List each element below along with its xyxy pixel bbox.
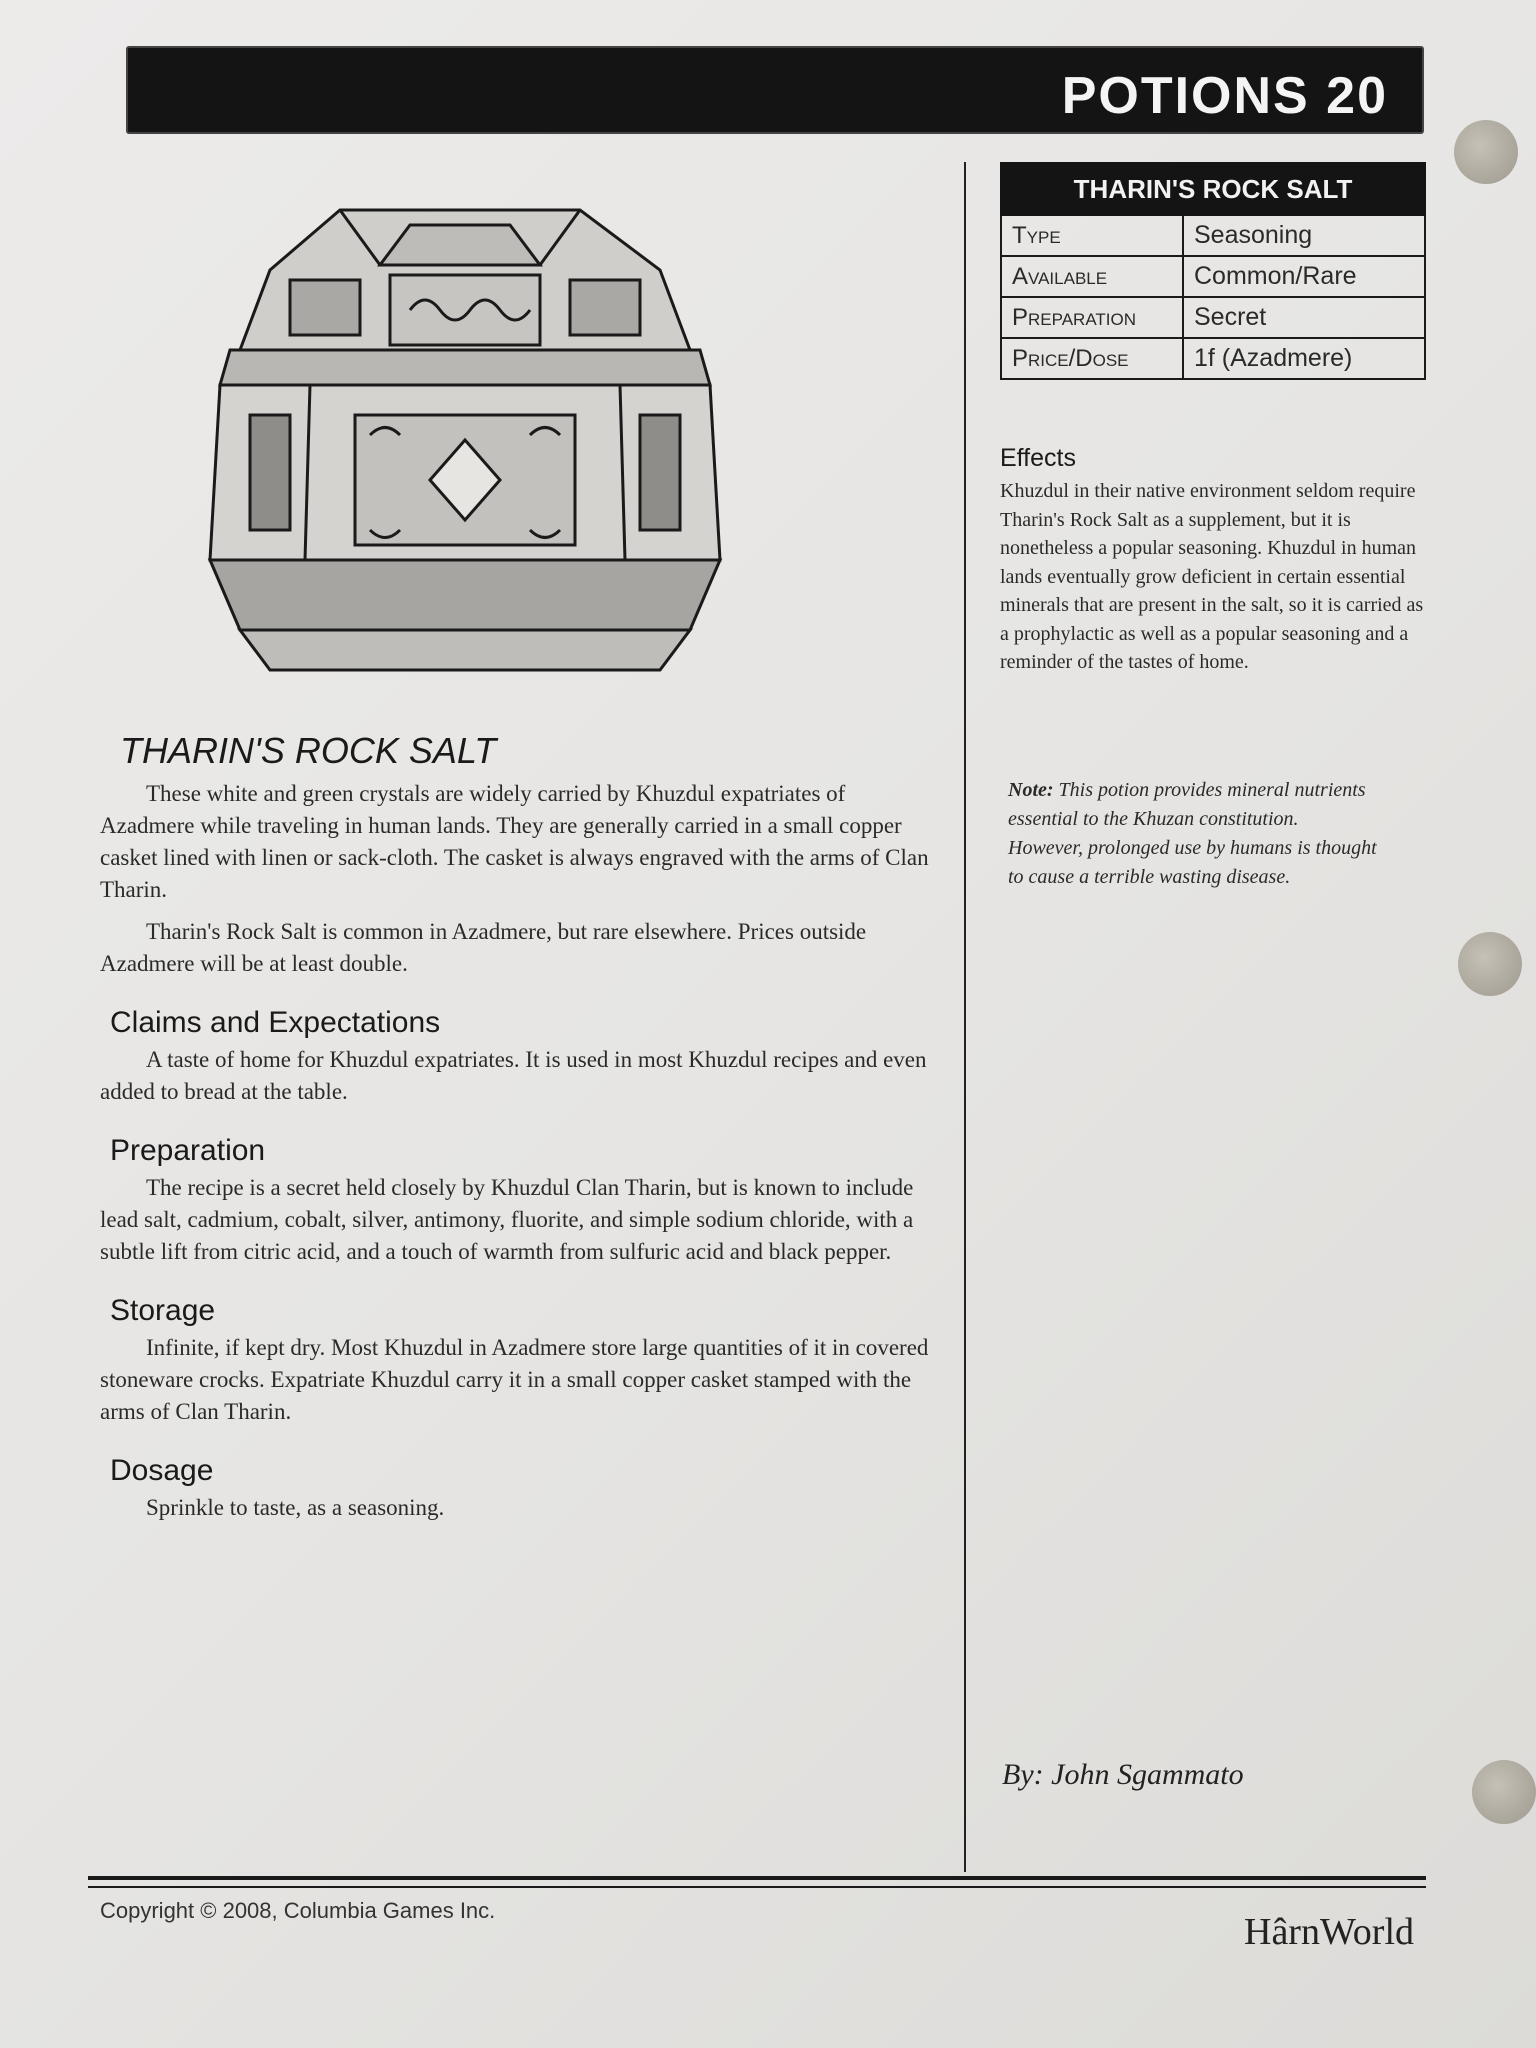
intro-paragraph-1: These white and green crystals are widely carried by Khuzdul expatriates of Azadmere while traveling in human lands. They are generally carried in a small copper casket lined with linen or sack-cloth. The casket is always engraved with the arms of Clan Tharin. [100, 781, 929, 902]
stat-label: Type [1001, 215, 1183, 256]
stat-label: Available [1001, 256, 1183, 297]
stat-row-type [1001, 215, 1425, 256]
stat-row-preparation [1001, 297, 1425, 338]
stat-table [1000, 162, 1426, 380]
stat-label: Preparation [1001, 297, 1183, 338]
note-label: Note: [1008, 779, 1054, 801]
stat-row-price [1001, 338, 1425, 379]
preparation-text: The recipe is a secret held closely by Khuzdul Clan Tharin, but is known to include lead salt, cadmium, cobalt, silver, antimony, fluorite, and simple sodium chloride, with a subtle lift from citric acid, and a touch of warmth from sulfuric acid and black pepper. [100, 1175, 914, 1264]
author-byline: By: John Sgammato [1002, 1758, 1244, 1791]
page-title: POTIONS 20 [1061, 67, 1388, 125]
binder-hole-top [1454, 120, 1518, 184]
storage-heading: Storage [110, 1294, 216, 1327]
footer-rule-thin [88, 1886, 1426, 1888]
stat-row-available [1001, 256, 1425, 297]
effects-text: Khuzdul in their native environment seldom require Tharin's Rock Salt as a supplement, but it is nonetheless a popular seasoning. Khuzdul in human lands eventually grow deficient in certain essential minerals that are present in the salt, so it is carried as a prophylactic as well as a popular seasoning and a reminder of the tastes of home. [1000, 480, 1424, 673]
storage-text: Infinite, if kept dry. Most Khuzdul in Azadmere store large quantities of it in covered stoneware crocks. Expatriate Khuzdul carry it in a small copper casket stamped with the arms of Clan Tharin. [100, 1335, 929, 1424]
intro-paragraph-2: Tharin's Rock Salt is common in Azadmere, but rare elsewhere. Prices outside Azadmere will be at least double. [100, 919, 867, 976]
copyright-notice: Copyright © 2008, Columbia Games Inc. [100, 1898, 496, 1923]
main-article [100, 730, 940, 1524]
binder-hole-middle [1458, 932, 1522, 996]
page-header-bar [126, 46, 1424, 134]
note-text: This potion provides mineral nutrients essential to the Khuzan constitution. However, prolonged use by humans is thought to cause a terrible wasting disease. [1008, 779, 1377, 888]
effects-block [1000, 444, 1430, 677]
stat-value: 1f (Azadmere) [1183, 338, 1425, 379]
binder-hole-bottom [1472, 1760, 1536, 1824]
stat-table-title: THARIN'S ROCK SALT [1001, 163, 1425, 215]
effects-heading: Effects [1000, 444, 1076, 472]
column-divider [964, 162, 966, 1872]
stat-value: Common/Rare [1183, 256, 1425, 297]
stat-label: Price/Dose [1001, 338, 1183, 379]
casket-illustration [190, 190, 740, 700]
claims-text: A taste of home for Khuzdul expatriates. It is used in most Khuzdul recipes and even added to bread at the table. [100, 1047, 927, 1104]
brand-logo-text: HârnWorld [1244, 1911, 1414, 1953]
preparation-heading: Preparation [110, 1134, 266, 1167]
footer-rule [88, 1876, 1426, 1880]
dosage-heading: Dosage [110, 1454, 214, 1487]
stat-value: Seasoning [1183, 215, 1425, 256]
article-title: THARIN'S ROCK SALT [120, 730, 497, 771]
claims-heading: Claims and Expectations [110, 1006, 441, 1039]
note-block [1008, 776, 1378, 892]
dosage-text: Sprinkle to taste, as a seasoning. [146, 1495, 445, 1520]
stat-value: Secret [1183, 297, 1425, 338]
